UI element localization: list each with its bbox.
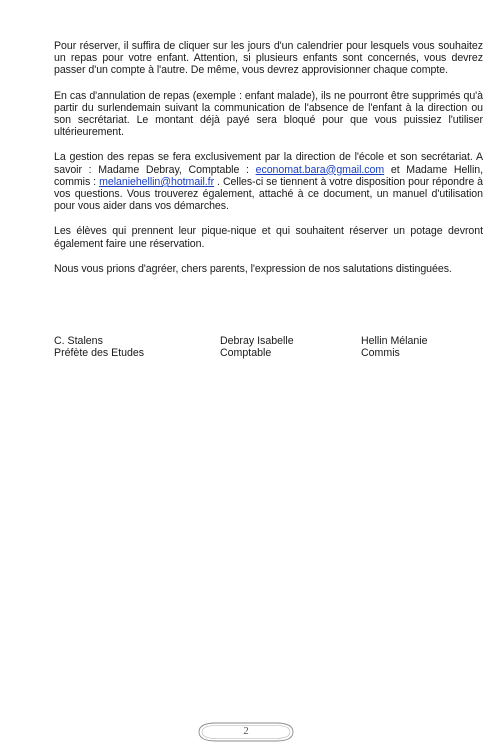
signature-hellin: [361, 335, 428, 359]
signature-name: Hellin Mélanie: [361, 335, 428, 347]
paragraph-picnic: Les élèves qui prennent leur pique-nique et qui souhaitent réserver un potage devront également faire une réservation.: [54, 225, 483, 250]
page-footer: [196, 719, 296, 745]
contacts-text-c: . Celles-ci se tiennent à votre disposition pour répondre à vos questions. Vous trouverez également, attaché à ce document, un manuel d'utilisation pour vous aider dans vos démarches.: [54, 175, 483, 213]
contacts-text-a: La gestion des repas se fera exclusivement par la direction de l'école et son secrétariat. A savoir : Madame Debray, Comptable :: [54, 151, 483, 176]
paragraph-contacts: [54, 151, 483, 212]
signature-role: Commis: [361, 347, 400, 360]
email-link-hellin[interactable]: melaniehellin@hotmail.fr: [99, 175, 215, 188]
signature-name: C. Stalens: [54, 335, 103, 347]
contacts-text-b: et Madame Hellin, commis :: [54, 163, 483, 188]
document-body: [54, 40, 483, 288]
signature-debray: [220, 335, 294, 359]
signature-role: Comptable: [220, 347, 272, 360]
page-number: 2: [243, 725, 249, 737]
email-link-economat[interactable]: economat.bara@gmail.com: [255, 163, 385, 176]
paragraph-cancellation: En cas d'annulation de repas (exemple : enfant malade), ils ne pourront être supprimés qu'à partir du surlendemain suivant la communication de l'absence de l'enfant à la direction ou son secrétariat. Le montant déjà payé sera bloqué pour que vous puissiez l'utiliser ultérieurement.: [54, 89, 483, 139]
signature-role: Préfète des Etudes: [54, 347, 145, 360]
paragraph-reservation: Pour réserver, il suffira de cliquer sur les jours d'un calendrier pour lesquels vous souhaitez un repas pour votre enfant. Attention, si plusieurs enfants sont concernés, vous devrez passer d'un compte à l'autre. De même, vous devrez approvisionner chaque compte.: [54, 40, 483, 77]
signature-stalens: [54, 335, 144, 359]
signature-block: [54, 335, 483, 365]
signature-name: Debray Isabelle: [220, 335, 294, 347]
paragraph-closing: Nous vous prions d'agréer, chers parents, l'expression de nos salutations distinguées.: [54, 262, 452, 275]
